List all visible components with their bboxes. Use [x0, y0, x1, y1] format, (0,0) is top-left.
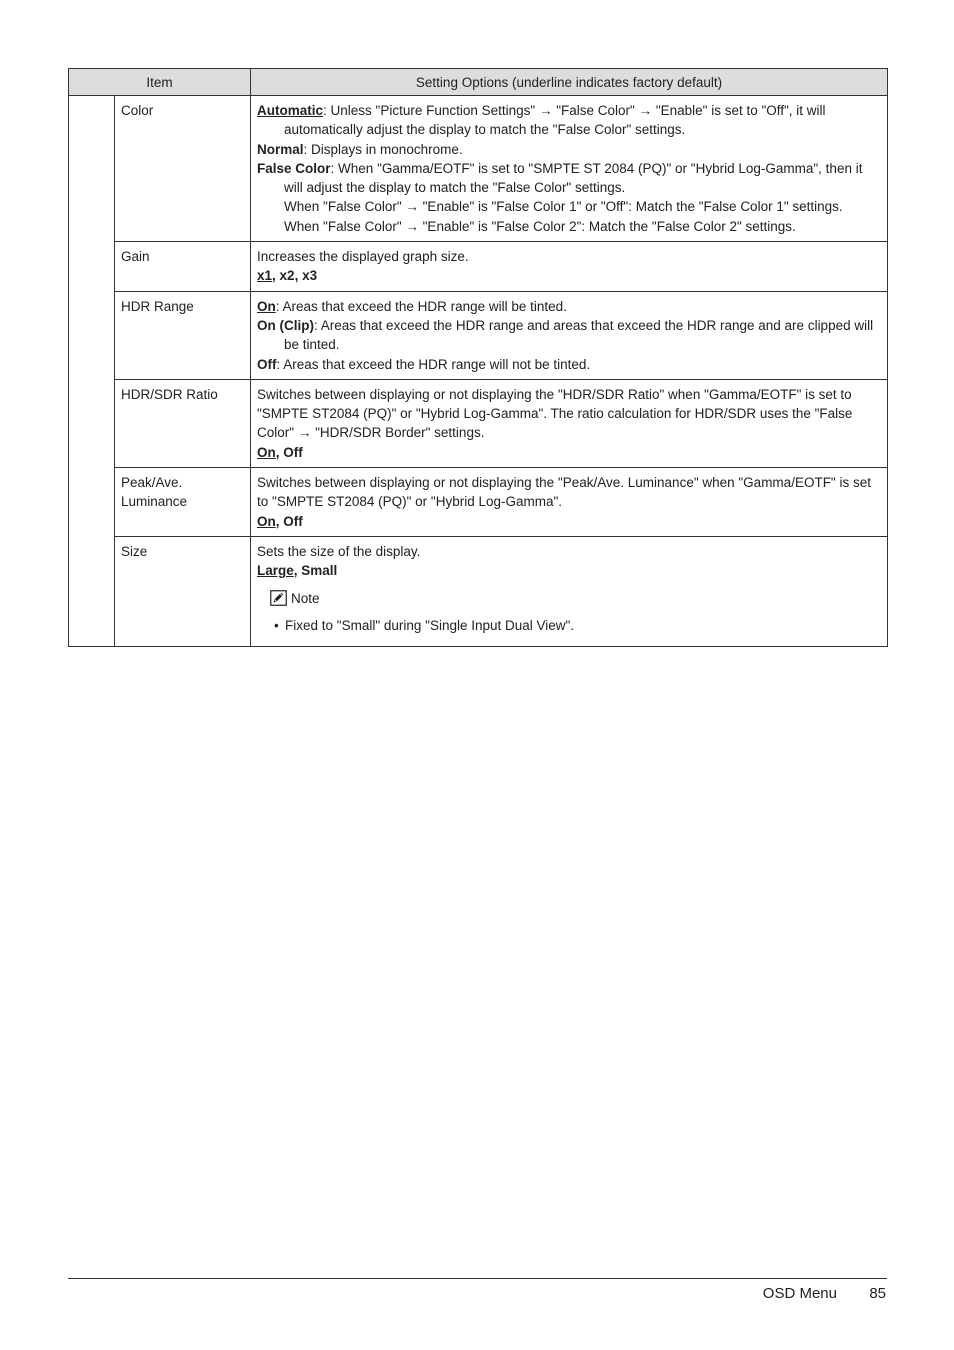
options-color [251, 96, 888, 242]
note-bullet [274, 616, 881, 635]
footer-divider [68, 1278, 887, 1279]
table-header-row [69, 69, 888, 96]
option-false-color [257, 159, 881, 198]
option-text: : Areas that exceed the HDR range will not be tinted. [276, 356, 591, 372]
item-gain: Gain [115, 242, 251, 292]
option-automatic [257, 101, 881, 140]
option-on [257, 297, 881, 316]
settings-table [68, 68, 888, 647]
footer-section-title: OSD Menu [762, 1285, 837, 1302]
false-color-note-2: When "False Color" → "Enable" is "False Color 2": Match the "False Color 2" settings. [284, 218, 796, 234]
options-hdr-sdr-ratio [251, 379, 888, 467]
gain-values [257, 266, 881, 285]
default-value: On [257, 444, 276, 460]
option-label: Normal [257, 141, 304, 157]
table-row-hdr-sdr-ratio [69, 379, 888, 467]
option-label: Automatic [257, 103, 324, 118]
item-line: Luminance [121, 494, 188, 510]
options-hdr-range [251, 291, 888, 379]
other-values: , Off [275, 444, 303, 460]
option-off [257, 355, 881, 374]
header-setting-options: Setting Options (underline indicates factory default) [251, 69, 888, 96]
item-size: Size [115, 536, 251, 646]
default-value: On [257, 513, 276, 529]
default-value: Large [257, 563, 294, 579]
option-text: : Areas that exceed the HDR range will be tinted. [275, 298, 567, 314]
pencil-icon [270, 590, 287, 606]
option-label: False Color [257, 160, 331, 176]
bullet-dot: • [274, 617, 279, 633]
size-description: Sets the size of the display. [257, 543, 421, 559]
options-size [251, 536, 888, 646]
option-text: : Displays in monochrome. [303, 141, 463, 157]
table-row-size [69, 536, 888, 646]
false-color-note-1: When "False Color" → "Enable" is "False Color 1" or "Off": Match the "False Color 1" settings. [284, 199, 843, 215]
option-normal [257, 140, 881, 159]
bullet-text: Fixed to "Small" during "Single Input Dual View". [285, 617, 575, 633]
other-values: , Small [293, 563, 338, 579]
item-hdr-sdr-ratio: HDR/SDR Ratio [115, 379, 251, 467]
peak-ave-values [257, 512, 881, 531]
item-hdr-range: HDR Range [115, 291, 251, 379]
table-row-gain [69, 242, 888, 292]
option-text: : Unless "Picture Function Settings" → "False Color" → "Enable" is set to "Off", it will automatically adjust the display to match the "False Color" settings. [284, 103, 826, 138]
default-value: x1 [257, 268, 273, 284]
item-color: Color [115, 96, 251, 242]
other-values: , x2, x3 [272, 268, 318, 284]
peak-ave-description: Switches between displaying or not displaying the "Peak/Ave. Luminance" when "Gamma/EOTF" is set to "SMPTE ST2084 (PQ)" or "Hybrid Log-Gamma". [257, 475, 871, 510]
option-label: Off [257, 356, 277, 372]
size-values [257, 561, 881, 580]
page-number: 85 [869, 1285, 886, 1302]
table-row-peak-ave [69, 468, 888, 537]
hdr-sdr-ratio-values [257, 443, 881, 462]
hdr-sdr-ratio-description: Switches between displaying or not displaying the "HDR/SDR Ratio" when "Gamma/EOTF" is set to "SMPTE ST2084 (PQ)" or "Hybrid Log-Gamma". The ratio calculation for HDR/SDR uses the "False Color" → "HDR/SDR Border" settings. [257, 386, 853, 441]
gain-description: Increases the displayed graph size. [257, 249, 469, 265]
options-peak-ave [251, 468, 888, 537]
item-peak-ave-luminance [115, 468, 251, 537]
option-label: On (Clip) [257, 317, 315, 333]
other-values: , Off [275, 513, 303, 529]
table-row-color [69, 96, 888, 242]
item-line: Peak/Ave. [121, 475, 183, 491]
table-row-hdr-range [69, 291, 888, 379]
note-label: Note [291, 590, 320, 606]
option-text: : Areas that exceed the HDR range and areas that exceed the HDR range and are clipped will be tinted. [284, 317, 874, 353]
option-text: : When "Gamma/EOTF" is set to "SMPTE ST 2084 (PQ)" or "Hybrid Log-Gamma", then it will adjust the display to match the "False Color" settings. [284, 160, 863, 196]
note-heading [270, 589, 881, 608]
group-cell [69, 96, 115, 647]
options-gain [251, 242, 888, 292]
option-label: On [257, 298, 276, 314]
header-item: Item [69, 69, 251, 96]
option-on-clip [257, 316, 881, 355]
